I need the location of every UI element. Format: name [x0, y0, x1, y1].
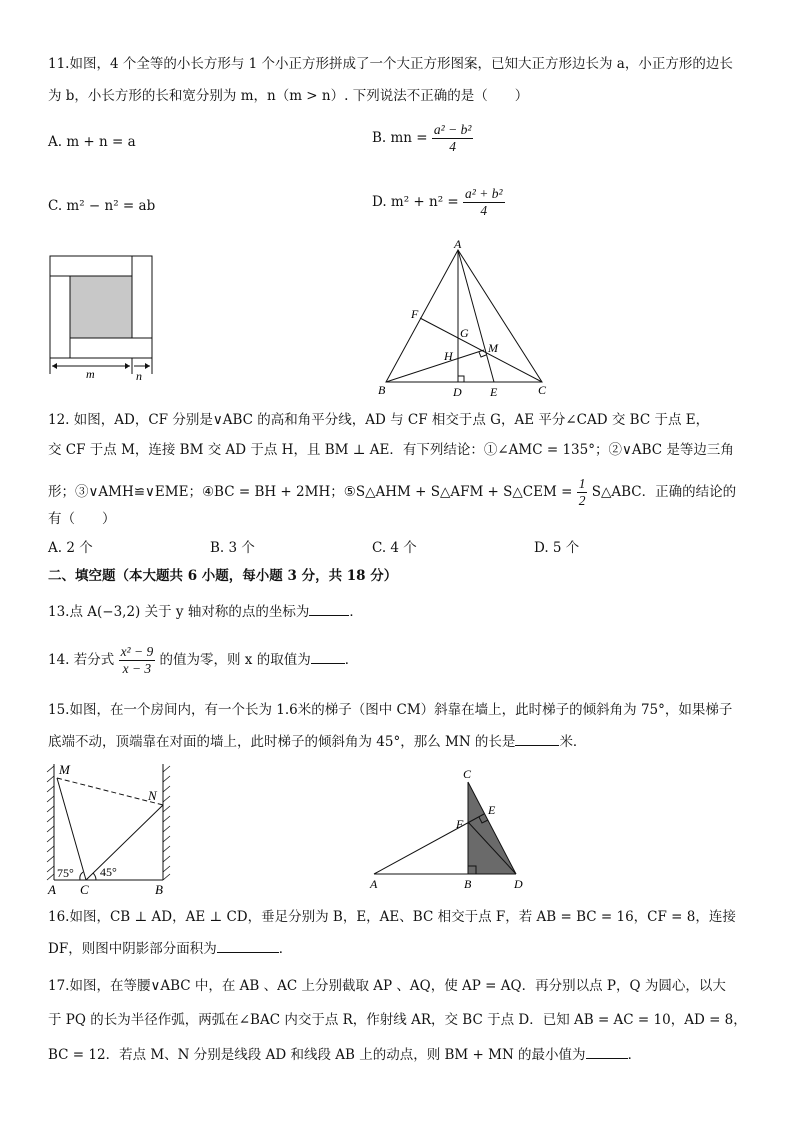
label-f: F [411, 307, 419, 321]
ladder-cm [57, 778, 86, 880]
label-b: B [378, 383, 386, 397]
q11-option-c[interactable]: C. m² − n² = ab [48, 198, 156, 214]
label-c: C [463, 767, 472, 781]
q14-answer-blank[interactable] [311, 649, 345, 664]
angle-arc-75 [80, 872, 83, 880]
angle-arc-45 [93, 873, 96, 880]
label-n: N [148, 788, 157, 803]
q12-stem-line2: 交 CF 于点 M，连接 BM 交 AD 于点 H，且 BM ⊥ AE．有下列结论：①∠AMC = 135°；②∨ABC 是等边三角 [48, 442, 734, 458]
label-b: B [155, 882, 163, 897]
q12-line3-start: 形；③∨AMH≌∨EME；④BC = BH + 2MH；⑤S△AHM + S△AFM + S△CEM = [48, 484, 573, 500]
q16-line2-start: DF，则图中阴影部分面积为 [48, 941, 217, 957]
q14-denominator: x − 3 [122, 661, 152, 676]
label-m: M [59, 762, 70, 777]
inner-square [70, 276, 132, 338]
q11-option-b[interactable] [372, 122, 473, 155]
q13-answer-blank[interactable] [309, 601, 349, 616]
dim-n-arrow [145, 363, 150, 369]
label-c: C [80, 882, 89, 897]
q15-line2-end: 米． [559, 734, 587, 750]
q16-answer-blank[interactable] [217, 938, 279, 953]
q12-fraction [577, 476, 588, 509]
q13 [48, 601, 748, 622]
q11-option-d-label: D. m² + n² = [372, 194, 459, 210]
q12-option-d[interactable]: D. 5 个 [534, 540, 580, 556]
q17-line3-end: ． [627, 1047, 642, 1063]
q14-end: ． [344, 652, 359, 668]
dim-m-arrow-left [52, 363, 57, 369]
q14-stem-mid: 的值为零，则 x 的取值为 [159, 652, 311, 668]
label-f: F [456, 817, 464, 831]
left-wall-hatch [47, 766, 54, 880]
bisector-ae [458, 250, 494, 382]
q12-triangle-figure [370, 236, 560, 400]
dim-m-arrow-right [125, 363, 130, 369]
label-a: A [48, 882, 56, 897]
q11-stem-line1: 11.如图，4 个全等的小长方形与 1 个小正方形拼成了一个大正方形图案，已知大正方形边长为 a，小正方形的边长 [48, 56, 733, 72]
right-angle-m [479, 352, 486, 357]
q12-stem-line3 [48, 476, 748, 529]
label-m: m [86, 367, 95, 381]
q15-stem-line2 [48, 731, 748, 752]
q12-option-a[interactable]: A. 2 个 [48, 540, 93, 556]
q17-stem-line3 [48, 1044, 748, 1065]
q11-option-b-denominator: 4 [449, 139, 457, 154]
q12-option-c[interactable]: C. 4 个 [372, 540, 417, 556]
q12-stem-line1: 12. 如图，AD，CF 分别是∨ABC 的高和角平分线，AD 与 CF 相交于点 G，AE 平分∠CAD 交 BC 于点 E， [48, 412, 710, 428]
q15-stem-line1: 15.如图，在一个房间内，有一个长为 1.6米的梯子（图中 CM）斜靠在墙上，此时梯子的倾斜角为 75°，如果梯子 [48, 702, 733, 718]
q12-option-b[interactable]: B. 3 个 [210, 540, 255, 556]
label-m: M [488, 341, 498, 355]
q13-end: ． [349, 604, 363, 620]
q11-option-b-label: B. mn = [372, 130, 428, 146]
right-wall-hatch [163, 766, 170, 880]
label-45-degrees: 45° [100, 865, 117, 879]
q11-option-d-fraction [463, 186, 504, 219]
label-g: G [460, 326, 469, 340]
label-c: C [538, 383, 547, 397]
label-n: n [136, 369, 142, 382]
label-75-degrees: 75° [57, 866, 74, 880]
q11-option-a[interactable]: A. m + n = a [48, 134, 136, 150]
q14-stem-start: 14. 若分式 [48, 652, 115, 668]
label-e: E [490, 385, 498, 399]
q11-option-d[interactable] [372, 186, 505, 219]
label-e: E [488, 803, 496, 817]
q17-line3-start: BC = 12．若点 M、N 分别是线段 AD 和线段 AB 上的动点，则 BM + MN 的最小值为 [48, 1047, 586, 1063]
label-d: D [514, 877, 523, 891]
q11-option-d-numerator: a² + b² [465, 186, 503, 201]
bisector-cf [420, 318, 542, 382]
q14-numerator: x² − 9 [120, 644, 154, 659]
q16-figure [366, 764, 536, 894]
q11-option-b-fraction [432, 122, 473, 155]
label-d: D [453, 385, 462, 399]
label-a: A [454, 237, 462, 251]
q17-stem-line1: 17.如图，在等腰∨ABC 中，在 AB 、AC 上分别截取 AP 、AQ，使 AP = AQ．再分别以点 P，Q 为圆心，以大 [48, 978, 726, 994]
q15-ladder-figure [40, 760, 180, 900]
triangle-abc [386, 250, 542, 382]
q17-answer-blank[interactable] [586, 1044, 628, 1059]
q12-line3-end: S△ABC．正确的结论的有（ ） [48, 484, 737, 527]
q12-fraction-denominator: 2 [578, 493, 586, 508]
ladder-cn [86, 805, 163, 880]
q16-line2-end: ． [278, 941, 293, 957]
q14 [48, 644, 748, 677]
q16-stem-line1: 16.如图，CB ⊥ AD，AE ⊥ CD，垂足分别为 B，E，AE、BC 相交于点 F，若 AB = BC = 16，CF = 8，连接 [48, 909, 736, 925]
label-b: B [464, 877, 472, 891]
q11-square-figure [44, 252, 164, 382]
q13-stem: 13.点 A(−3,2) 关于 y 轴对称的点的坐标为 [48, 604, 310, 620]
q16-stem-line2 [48, 938, 748, 959]
right-angle-d [458, 376, 464, 382]
q11-stem-line2: 为 b，小长方形的长和宽分别为 m，n（m > n）. 下列说法不正确的是（ ） [48, 88, 529, 104]
q14-fraction [119, 644, 156, 677]
q12-fraction-numerator: 1 [578, 476, 586, 491]
q15-answer-blank[interactable] [515, 731, 559, 746]
q15-line2-start: 底端不动，顶端靠在对面的墙上，此时梯子的倾斜角为 45°，那么 MN 的长是 [48, 734, 516, 750]
q11-option-d-denominator: 4 [480, 203, 488, 218]
section-2-heading: 二、填空题（本大题共 6 小题，每小题 3 分，共 18 分） [48, 568, 398, 584]
label-a: A [370, 877, 378, 891]
q17-stem-line2: 于 PQ 的长为半径作弧，两弧在∠BAC 内交于点 R，作射线 AR，交 BC 于点 D．已知 AB = AC = 10，AD = 8， [48, 1012, 747, 1028]
label-h: H [444, 349, 453, 363]
q11-option-b-numerator: a² − b² [433, 122, 472, 137]
